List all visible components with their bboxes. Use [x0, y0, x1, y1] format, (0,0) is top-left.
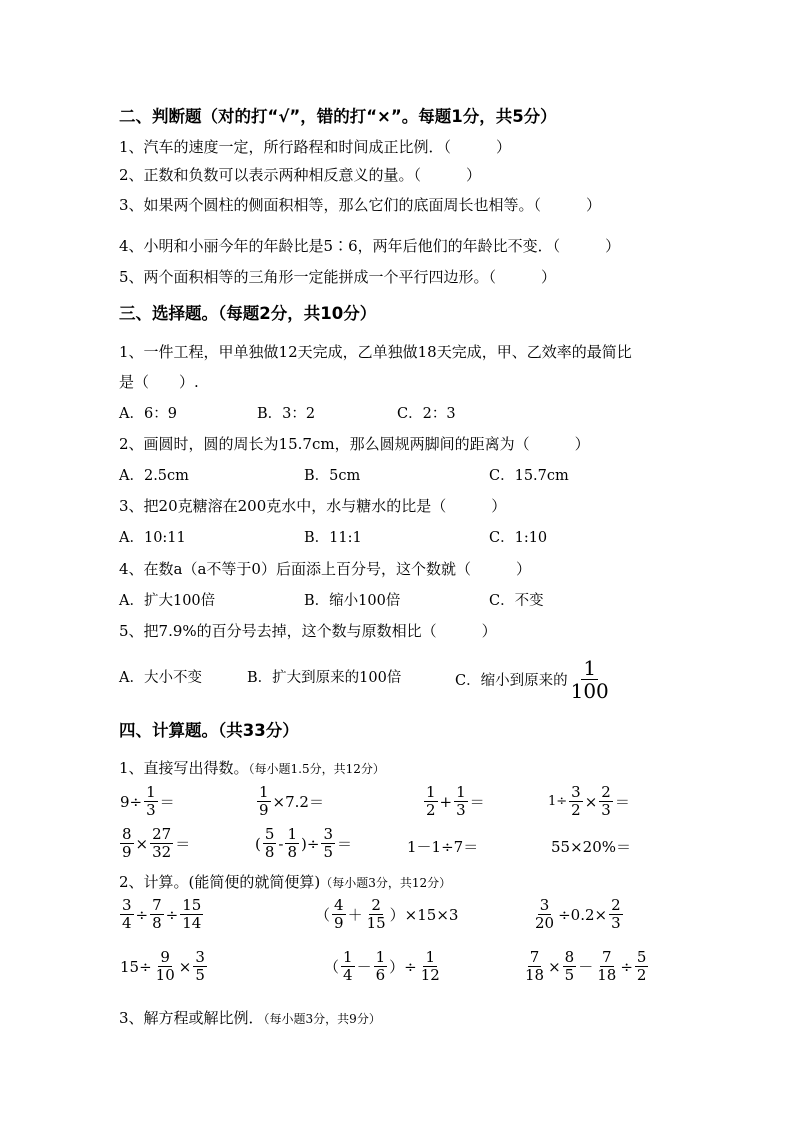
q5-option-c-label: C．缩小到原来的: [455, 673, 568, 689]
q3-option-a: A．10:11: [119, 530, 186, 546]
judge-item-4: 4、小明和小丽今年的年龄比是5∶6，两年后他们的年龄比不变．（ ）: [119, 237, 621, 255]
q5-option-b: B．扩大到原来的100倍: [247, 670, 402, 686]
expr-a1: 9÷ $\frac{1}{3}$ ＝: [120, 783, 175, 819]
expr-b3: 1－1÷7＝: [407, 838, 479, 856]
q2-option-b: B．5cm: [304, 468, 361, 484]
q3-option-b: B．11:1: [304, 530, 362, 546]
q4-option-a: A．扩大100倍: [119, 593, 216, 609]
expr-b4: 55×20%＝: [551, 838, 631, 856]
choice-q1: 1、一件工程，甲单独做12天完成，乙单独做18天完成，甲、乙效率的最简比: [119, 343, 632, 361]
expr-a4: 1÷ $\frac{3}{2}$ × $\frac{2}{3}$ ＝: [548, 783, 630, 819]
choice-q1-cont: 是（ ）.: [119, 373, 199, 391]
expr-c2: （ $\frac{4}{9}$ ＋ $\frac{2}{15}$ ）×15×3: [315, 896, 459, 932]
q5-option-a: A．大小不变: [119, 670, 202, 686]
judge-item-1: 1、汽车的速度一定，所行路程和时间成正比例．（ ）: [119, 138, 512, 156]
expr-d3: $\frac{7}{18}$ × $\frac{8}{5}$ － $\frac{7}{18}$ ÷ $\frac{5}{2}$: [525, 948, 647, 984]
section-3-title: 三、选择题。（每题2分，共10分）: [119, 304, 377, 323]
choice-q5: 5、把7.9%的百分号去掉，这个数与原数相比（ ）: [119, 622, 497, 640]
choice-q3: 3、把20克糖溶在200克水中，水与糖水的比是（ ）: [119, 497, 507, 515]
choice-q2: 2、画圆时，圆的周长为15.7cm，那么圆规两脚间的距离为（ ）: [119, 435, 590, 453]
q1-option-c: C．2：3: [397, 406, 456, 422]
part-2-label: 2、计算。(能简便的就简便算)（每小题3分，共12分）: [119, 873, 452, 891]
choice-q4: 4、在数a（a不等于0）后面添上百分号，这个数就（ ）: [119, 560, 531, 578]
judge-item-3: 3、如果两个圆柱的侧面积相等，那么它们的底面周长也相等。（ ）: [119, 196, 602, 214]
section-2-title: 二、判断题（对的打“√”，错的打“×”。每题1分，共5分）: [119, 107, 557, 126]
part-3-note: （每小题3分，共9分）: [263, 1012, 381, 1026]
q1-option-b: B．3：2: [257, 406, 316, 422]
part-1-note: （每小题1.5分，共12分）: [248, 762, 385, 776]
expr-a2: $\frac{1}{9}$ ×7.2＝: [259, 783, 324, 819]
section-4-title: 四、计算题。（共33分）: [119, 721, 299, 740]
q2-option-c: C．15.7cm: [489, 468, 569, 484]
part-2-note: （每小题3分，共12分）: [320, 876, 452, 890]
judge-item-2: 2、正数和负数可以表示两种相反意义的量。（ ）: [119, 166, 482, 184]
judge-item-5: 5、两个面积相等的三角形一定能拼成一个平行四边形。（ ）: [119, 268, 557, 286]
q4-option-b: B．缩小100倍: [304, 593, 401, 609]
q5-option-c: [455, 657, 612, 702]
q1-option-a: A．6：9: [119, 406, 177, 422]
expr-b1: $\frac{8}{9}$ × $\frac{27}{32}$ ＝: [122, 825, 191, 861]
q2-option-a: A．2.5cm: [119, 468, 189, 484]
expr-d1: 15÷ $\frac{9}{10}$ × $\frac{3}{5}$: [120, 948, 205, 984]
expr-d2: （ $\frac{1}{4}$ － $\frac{1}{6}$ ）÷ $\frac{1}{12}$: [324, 948, 440, 984]
q3-option-c: C．1:10: [489, 530, 548, 546]
part-1-label: 1、直接写出得数。（每小题1.5分，共12分）: [119, 759, 385, 777]
expr-c1: $\frac{3}{4}$ ÷ $\frac{7}{8}$ ÷ $\frac{15}{14}$: [122, 896, 202, 932]
q5-fraction: $\frac{1}{100}$: [570, 656, 609, 703]
expr-c3: $\frac{3}{20}$ ÷0.2× $\frac{2}{3}$: [535, 896, 621, 932]
expr-b2: ( $\frac{5}{8}$ - $\frac{1}{8}$ )÷ $\frac{3}{5}$ ＝: [255, 825, 353, 861]
q4-option-c: C．不变: [489, 593, 544, 609]
expr-a3: $\frac{1}{2}$ + $\frac{1}{3}$ ＝: [426, 783, 485, 819]
part-3-label: 3、解方程或解比例．（每小题3分，共9分）: [119, 1009, 381, 1027]
